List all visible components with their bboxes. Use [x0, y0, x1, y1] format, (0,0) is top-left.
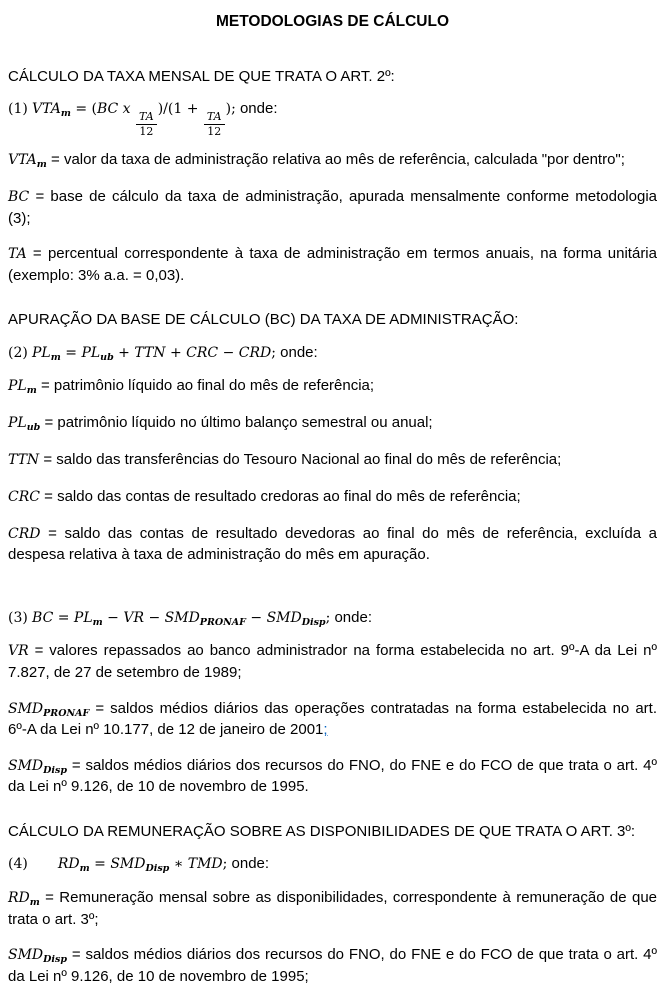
math-semicolon: ; — [222, 855, 228, 872]
math-var: PL — [81, 344, 101, 361]
onde-text: onde: — [235, 100, 278, 118]
definition-paragraph — [8, 244, 657, 286]
math-operator: x — [118, 101, 136, 118]
definition-text: = valores repassados ao banco administrador na forma estabelecida no art. 9º-A da Lei nº 7.827, de 27 de setembro de 1989; — [8, 642, 657, 682]
definition-text: = patrimônio líquido no último balanço semestral ou anual; — [40, 414, 433, 432]
section-heading-taxa-mensal: CÁLCULO DA TAXA MENSAL DE QUE TRATA O ART. 2º: — [8, 67, 395, 85]
definition-paragraph — [8, 450, 657, 472]
formula-2 — [8, 343, 657, 365]
math-text: = — [53, 609, 74, 626]
definition-paragraph — [8, 641, 657, 683]
math-text: = ( — [70, 101, 97, 118]
definition-text: = valor da taxa de administração relativa ao mês de referência, calculada "por dentro"; — [46, 151, 625, 169]
math-subscript: m — [50, 351, 61, 363]
math-var: VR — [8, 643, 29, 660]
definition-text: = saldo das contas de resultado devedoras ao final do mês de referência, excluída a despesa relativa à taxa de administração do mês em apuração. — [8, 524, 657, 564]
definition-text: = saldo das contas de resultado credoras ao final do mês de referência; — [39, 487, 521, 505]
math-var: TA — [8, 246, 27, 263]
definition-text: = patrimônio líquido ao final do mês de referência; — [36, 377, 375, 395]
definition-paragraph — [8, 699, 657, 741]
math-subscript: m — [29, 896, 40, 908]
math-var: PL — [32, 344, 51, 361]
hyperlink-punctuation[interactable]: ; — [323, 721, 328, 739]
math-operator: ∗ — [169, 855, 188, 872]
math-var: SMD — [164, 609, 200, 626]
math-operator: − — [144, 609, 165, 626]
formula-1 — [8, 99, 657, 138]
math-var: BC — [32, 609, 54, 626]
math-var: TMD — [187, 855, 223, 872]
math-subscript: Disp — [43, 953, 67, 965]
definition-paragraph — [8, 413, 657, 435]
definition-text: = percentual correspondente à taxa de administração em termos anuais, na forma unitária (exemplo: 3% a.a. = 0,03). — [8, 245, 657, 285]
onde-text: onde: — [330, 608, 372, 626]
definition-paragraph — [8, 187, 657, 229]
formula-3 — [8, 608, 657, 630]
formula-number: (2) — [8, 344, 28, 361]
formula-number: (4) — [8, 855, 28, 872]
math-subscript: Disp — [145, 862, 170, 874]
formula-4 — [8, 854, 657, 876]
math-subscript: m — [92, 616, 103, 628]
definition-text: = saldos médios diários dos recursos do FNO, do FNE e do FCO de que trata o art. 4º da Lei nº 9.126, de 10 de novembro de 1995. — [8, 756, 657, 796]
formula-number: (3) — [8, 609, 28, 626]
onde-text: onde: — [227, 854, 270, 872]
definition-paragraph — [8, 756, 657, 798]
definition-paragraph — [8, 487, 657, 509]
math-var: VTA — [8, 152, 37, 169]
definition-paragraph — [8, 376, 657, 398]
math-subscript: ub — [100, 351, 114, 363]
math-var: SMD — [8, 700, 44, 717]
math-subscript: m — [79, 862, 90, 874]
math-text: )/(1 + — [157, 101, 203, 118]
document-title: METODOLOGIAS DE CÁLCULO — [215, 13, 450, 30]
definition-paragraph — [8, 945, 657, 987]
definition-text: = saldos médios diários dos recursos do FNO, do FNE e do FCO de que trata o art. 4º da Lei nº 9.126, de 10 de novembro de 1995; — [8, 945, 657, 985]
math-var: PL — [8, 415, 27, 432]
math-subscript: m — [60, 108, 71, 120]
math-operator: − — [102, 609, 124, 626]
definition-text: = saldos médios diários das operações contratadas na forma estabelecida no art. 6º-A da Lei nº 10.177, de 12 de janeiro de 2001 — [8, 699, 657, 739]
math-text: = — [60, 344, 82, 361]
math-subscript: m — [36, 159, 47, 171]
math-semicolon: ; — [325, 609, 331, 626]
math-var: VTA — [32, 101, 61, 118]
definition-text: = saldo das transferências do Tesouro Nacional ao final do mês de referência; — [39, 450, 562, 468]
math-semicolon: ; — [231, 101, 236, 118]
fraction — [136, 111, 157, 138]
math-var: BC — [8, 189, 30, 206]
math-var: SMD — [8, 946, 44, 963]
math-var: SMD — [266, 609, 302, 626]
math-var: RD — [8, 889, 30, 906]
math-subscript: PRONAF — [199, 616, 246, 628]
math-var: VR — [123, 609, 144, 626]
onde-text: onde: — [275, 343, 318, 361]
fraction-numerator: TA — [204, 111, 225, 125]
definition-paragraph — [8, 524, 657, 566]
math-var: RD — [57, 855, 80, 872]
math-subscript: Disp — [301, 616, 326, 628]
math-text: ) — [225, 101, 232, 118]
math-subscript: m — [26, 385, 37, 397]
fraction — [204, 111, 225, 138]
definition-paragraph — [8, 888, 657, 930]
math-var: PL — [8, 378, 27, 395]
math-operator: − — [245, 609, 267, 626]
fraction-denominator: 12 — [207, 125, 222, 139]
document-page — [8, 12, 657, 987]
math-var: BC — [96, 101, 119, 118]
math-subscript: ub — [26, 422, 41, 434]
math-var: CRD — [8, 525, 41, 542]
definition-text: = Remuneração mensal sobre as disponibilidades, correspondente à remuneração de que trata o art. 3º; — [8, 888, 657, 928]
math-text: + TTN + CRC − CRD — [113, 344, 272, 361]
section-heading-remuneracao: CÁLCULO DA REMUNERAÇÃO SOBRE AS DISPONIBILIDADES DE QUE TRATA O ART. 3º: — [8, 822, 636, 840]
math-var: CRC — [8, 488, 40, 505]
math-subscript: PRONAF — [43, 707, 90, 719]
section-heading-base-calculo: APURAÇÃO DA BASE DE CÁLCULO (BC) DA TAXA DE ADMINISTRAÇÃO: — [8, 311, 519, 329]
math-var: TTN — [8, 451, 40, 468]
math-text: = — [89, 855, 111, 872]
formula-number: (1) — [8, 101, 28, 118]
math-subscript: Disp — [43, 764, 67, 776]
definition-paragraph — [8, 150, 657, 172]
fraction-numerator: TA — [136, 111, 157, 125]
math-semicolon: ; — [271, 344, 276, 361]
math-var: PL — [73, 609, 93, 626]
math-var: SMD — [8, 757, 44, 774]
fraction-denominator: 12 — [139, 125, 154, 139]
math-var: SMD — [110, 855, 146, 872]
definition-text: = base de cálculo da taxa de administração, apurada mensalmente conforme metodologia (3); — [8, 188, 657, 227]
